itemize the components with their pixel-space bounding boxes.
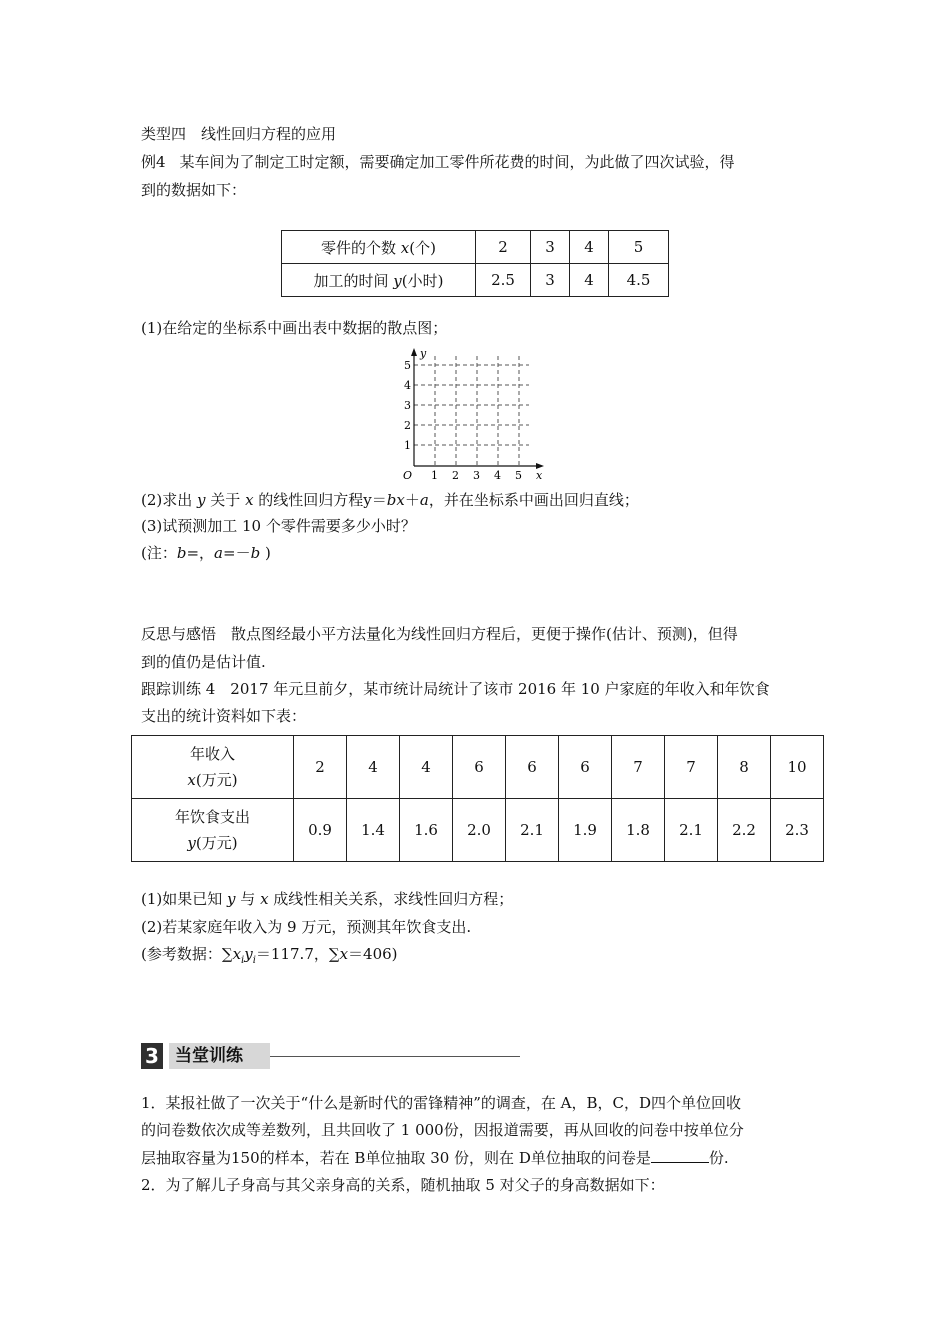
training-line-2: 支出的统计资料如下表： — [141, 707, 307, 725]
y-axis-arrow-icon — [411, 348, 417, 356]
y-tick-label: 1 — [404, 439, 411, 452]
row-header: 年饮食支出 y(万元) — [132, 799, 294, 862]
grid-lines — [414, 356, 529, 466]
question-3: (3)试预测加工 10 个零件需要多少小时？ — [141, 517, 416, 535]
answer-blank[interactable] — [651, 1148, 709, 1163]
y-tick-label: 2 — [404, 419, 411, 432]
training-question-2: (2)若某家庭年收入为 9 万元，预测其年饮食支出. — [141, 918, 472, 936]
section-title: 当堂训练 — [169, 1043, 270, 1069]
x-axis-label: x — [536, 469, 543, 482]
table-row — [132, 736, 824, 799]
example-label: 例4 — [141, 153, 166, 171]
table-cell: 6 — [453, 736, 506, 799]
table-cell: 3 — [531, 231, 570, 264]
table-cell: 4 — [400, 736, 453, 799]
table-cell: 8 — [718, 736, 771, 799]
question-1: (1)在给定的坐标系中画出表中数据的散点图； — [141, 319, 448, 337]
training-question-1: (1)如果已知 y 与 x 成线性相关关系，求线性回归方程； — [141, 890, 514, 908]
y-axis-label: y — [420, 347, 427, 360]
row-header: 年收入 x(万元) — [132, 736, 294, 799]
training-line-1: 跟踪训练 4 2017 年元旦前夕，某市统计局统计了该市 2016 年 10 户家庭的年收入和年饮食 — [141, 680, 770, 698]
y-tick-label: 3 — [404, 399, 411, 412]
table-cell: 1.8 — [612, 799, 665, 862]
row-header: 零件的个数 x(个) — [282, 231, 476, 264]
table-cell: 2 — [476, 231, 531, 264]
table-cell: 0.9 — [294, 799, 347, 862]
table-cell: 4 — [570, 231, 609, 264]
table-cell: 1.4 — [347, 799, 400, 862]
table-cell: 6 — [559, 736, 612, 799]
table-cell: 5 — [609, 231, 669, 264]
question-2: (2)求出 y 关于 x 的线性回归方程y＝bx＋a，并在坐标系中画出回归直线； — [141, 491, 639, 509]
row-header: 加工的时间 y(小时) — [282, 264, 476, 297]
section-divider — [270, 1056, 520, 1057]
table-cell: 2.2 — [718, 799, 771, 862]
table-cell: 2 — [294, 736, 347, 799]
x-tick-label: 5 — [515, 469, 522, 482]
section-number-badge: 3 — [141, 1043, 163, 1069]
table-cell: 1.9 — [559, 799, 612, 862]
table-cell: 2.5 — [476, 264, 531, 297]
table-cell: 4.5 — [609, 264, 669, 297]
table-cell: 1.6 — [400, 799, 453, 862]
table-cell: 2.0 — [453, 799, 506, 862]
x-tick-label: 3 — [473, 469, 480, 482]
exercise-1-line-1: 1．某报社做了一次关于“什么是新时代的雷锋精神”的调查，在 A，B，C，D四个单位回收 — [141, 1094, 742, 1112]
example-text-1: 某车间为了制定工时定额，需要确定加工零件所花费的时间，为此做了四次试验，得 — [179, 153, 735, 171]
table-cell: 4 — [570, 264, 609, 297]
table-cell: 2.3 — [771, 799, 824, 862]
example-line-2: 到的数据如下： — [141, 181, 247, 199]
exercise-1-line-3: 层抽取容量为150的样本，若在 B单位抽取 30 份，则在 D单位抽取的问卷是 份. — [141, 1149, 729, 1167]
x-tick-label: 2 — [452, 469, 459, 482]
y-tick-label: 5 — [404, 359, 411, 372]
y-tick-label: 4 — [404, 379, 411, 392]
exercise-1-line-2: 的问卷数依次成等差数列，且共回收了 1 000份，因报道需要，再从回收的问卷中按单位分 — [141, 1121, 744, 1139]
x-tick-label: 4 — [494, 469, 501, 482]
reflection-line-2: 到的值仍是估计值. — [141, 653, 266, 671]
table-cell: 6 — [506, 736, 559, 799]
table-cell: 7 — [665, 736, 718, 799]
income-expense-table — [131, 735, 824, 862]
exercise-2-line-1: 2．为了解儿子身高与其父亲身高的关系，随机抽取 5 对父子的身高数据如下： — [141, 1176, 665, 1194]
reference-data: (参考数据：$\sum x_iy_i=117.7$，∑x＝406) — [141, 945, 398, 966]
table-row — [132, 799, 824, 862]
origin-label: O — [403, 469, 413, 482]
table-cell: 10 — [771, 736, 824, 799]
reflection-line-1: 反思与感悟 散点图经最小平方法量化为线性回归方程后，更便于操作(估计、预测)，但得 — [141, 625, 738, 643]
formula-note: (注：b=，a=－b ) — [141, 544, 271, 562]
table-cell: 3 — [531, 264, 570, 297]
table-cell: 2.1 — [665, 799, 718, 862]
section-heading: 类型四 线性回归方程的应用 — [141, 125, 337, 143]
x-tick-label: 1 — [431, 469, 438, 482]
table-cell: 7 — [612, 736, 665, 799]
table-cell: 4 — [347, 736, 400, 799]
table-cell: 2.1 — [506, 799, 559, 862]
